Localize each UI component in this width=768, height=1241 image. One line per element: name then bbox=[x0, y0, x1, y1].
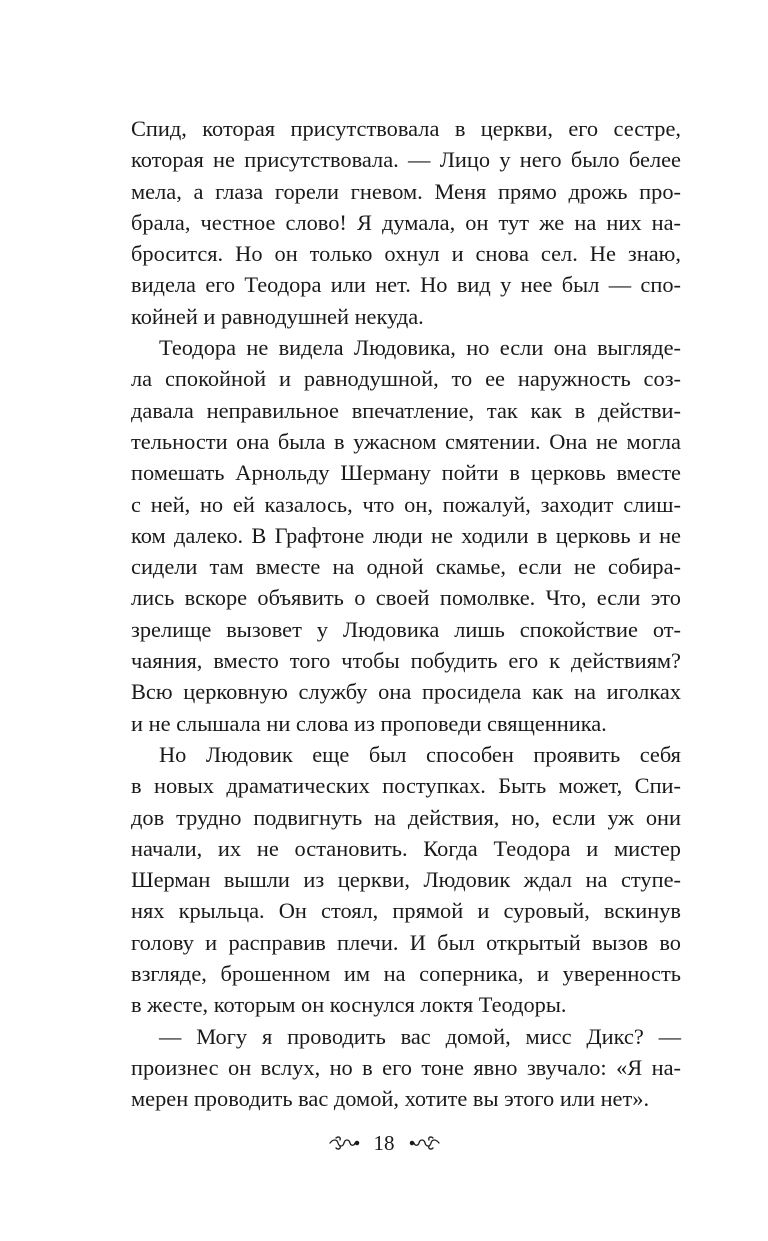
text-line: с ней, но ей казалось, что он, пожалуй, заходит слиш- bbox=[131, 491, 681, 517]
text-line: тельности она была в ужасном смятении. Она не могла bbox=[131, 428, 681, 454]
text-line: взгляде, брошенном им на соперника, и уверенность bbox=[131, 961, 681, 987]
text-line: лись вскоре объявить о своей помолвке. Что, если это bbox=[131, 585, 681, 611]
text-line: чаяния, вместо того чтобы побудить его к действиям? bbox=[131, 648, 681, 674]
text-line: дов трудно подвигнуть на действия, но, если уж они bbox=[131, 804, 681, 830]
text-line: давала неправильное впечатление, так как в действи- bbox=[131, 397, 681, 423]
text-line: в жесте, которым он коснулся локтя Теодоры. bbox=[131, 992, 567, 1018]
text-line: начали, их не остановить. Когда Теодора и мистер bbox=[131, 835, 681, 861]
text-line: бросится. Но он только охнул и снова сел. Не знаю, bbox=[131, 241, 681, 267]
floral-ornament-left-icon bbox=[328, 1135, 360, 1151]
text-line: брала, честное слово! Я думала, он тут же на них на- bbox=[131, 209, 681, 235]
text-line: мерен проводить вас домой, хотите вы этого или нет». bbox=[131, 1086, 650, 1112]
text-line: произнес он вслух, но в его тоне явно звучало: «Я на- bbox=[131, 1054, 681, 1080]
text-line: видела его Теодора или нет. Но вид у нее был — спо- bbox=[131, 272, 681, 298]
text-line: Но Людовик еще был способен проявить себя bbox=[159, 741, 681, 767]
text-line: помешать Арнольду Шерману пойти в церковь вместе bbox=[131, 460, 681, 486]
floral-ornament-right-icon bbox=[409, 1135, 441, 1151]
text-line: в новых драматических поступках. Быть может, Спи- bbox=[131, 773, 681, 799]
text-line: которая не присутствовала. — Лицо у него было белее bbox=[131, 147, 681, 173]
text-line: мела, а глаза горели гневом. Меня прямо дрожь про- bbox=[131, 178, 681, 204]
text-line: койней и равнодушней некуда. bbox=[131, 303, 424, 329]
text-line: Спид, которая присутствовала в церкви, его сестре, bbox=[131, 116, 681, 141]
page-number: 18 bbox=[373, 1130, 395, 1155]
text-line: и не слышала ни слова из проповеди священника. bbox=[131, 710, 607, 736]
text-line: Теодора не видела Людовика, но если она выгляде- bbox=[159, 335, 681, 361]
text-line: Всю церковную службу она просидела как на иголках bbox=[131, 679, 681, 705]
page-footer bbox=[0, 1128, 768, 1158]
text-line: нях крыльца. Он стоял, прямой и суровый, вскинув bbox=[131, 898, 681, 924]
text-line: Шерман вышли из церкви, Людовик ждал на ступе- bbox=[131, 867, 681, 893]
text-line: голову и расправив плечи. И был открытый вызов во bbox=[131, 929, 681, 955]
text-line: сидели там вместе на одной скамье, если не собира- bbox=[131, 554, 681, 580]
text-line: — Могу я проводить вас домой, мисс Дикс? — bbox=[159, 1023, 681, 1049]
text-line: зрелище вызовет у Людовика лишь спокойствие от- bbox=[131, 616, 681, 642]
text-line: ком далеко. В Графтоне люди не ходили в церковь и не bbox=[131, 522, 681, 548]
text-line: ла спокойной и равнодушной, то ее наружность соз- bbox=[131, 366, 681, 392]
body-text bbox=[131, 113, 681, 1115]
